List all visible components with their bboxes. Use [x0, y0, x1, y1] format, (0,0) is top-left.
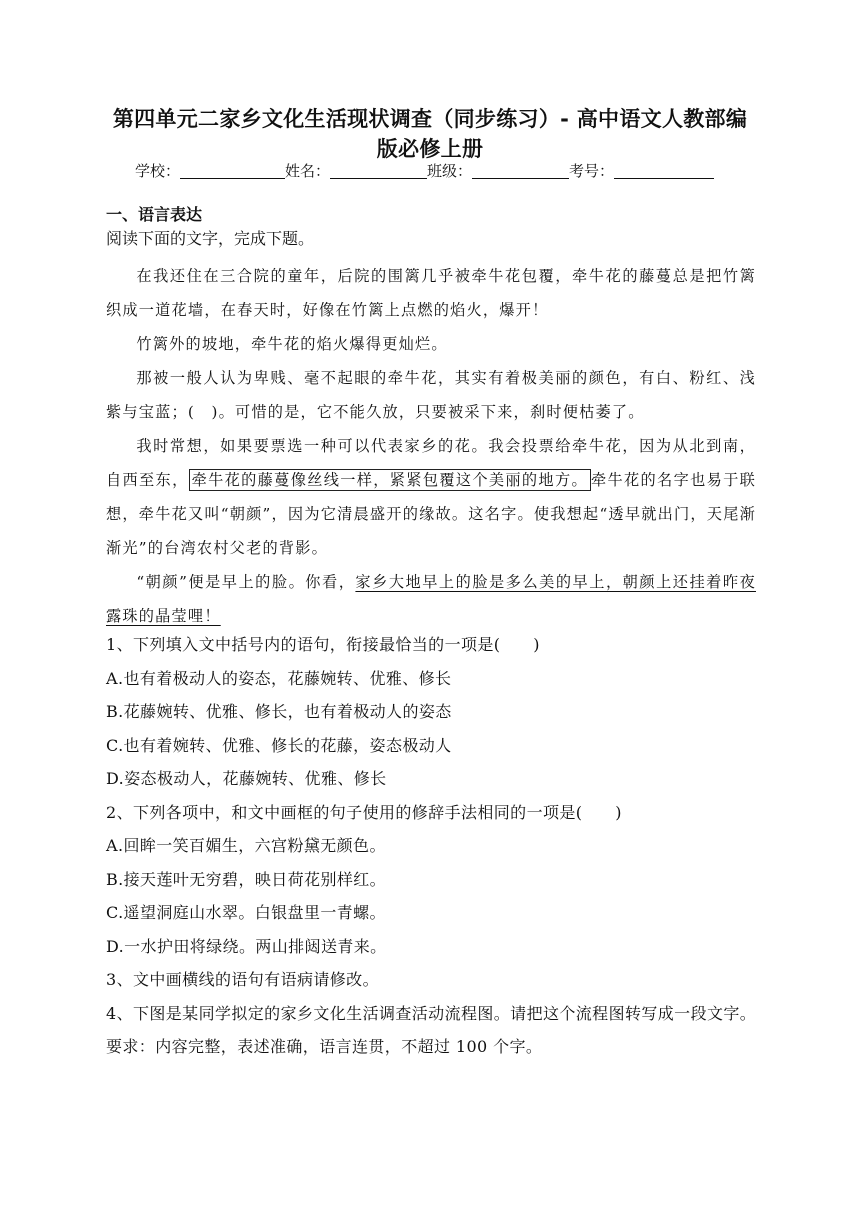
- underlined-sentence: 家乡大地早上的脸是多么美的早上，朝颜上还挂着昨夜露珠的晶莹哩！: [106, 573, 756, 625]
- passage-paragraph-4: [106, 429, 756, 565]
- question-2-option-c: C.遥望洞庭山水翠。白银盘里一青螺。: [106, 903, 386, 922]
- section-heading: 一、语言表达: [106, 205, 203, 224]
- p5-before: “朝颜”便是早上的脸。你看，: [136, 573, 356, 591]
- school-blank[interactable]: [180, 162, 285, 179]
- passage-paragraph-1: 在我还住在三合院的童年，后院的围篱几乎被牵牛花包覆，牵牛花的藤蔓总是把竹篱织成一道花墙，在春天时，好像在竹篱上点燃的焰火，爆开！: [106, 267, 756, 319]
- school-label: 学校：: [135, 162, 181, 180]
- name-label: 姓名：: [285, 162, 331, 180]
- question-2-option-b: B.接天莲叶无穷碧，映日荷花别样红。: [106, 869, 387, 889]
- question-2: 2、下列各项中，和文中画框的句子使用的修辞手法相同的一项是( ): [106, 802, 622, 822]
- passage-paragraph-2: 竹篱外的坡地，牵牛花的焰火爆得更灿烂。: [136, 335, 448, 353]
- class-label: 班级：: [427, 162, 473, 180]
- p4-before: 我时常想，如果要票选一种可以代表家乡的花。我会投票给牵牛花，因为从北到南，自西至东，: [106, 437, 756, 489]
- question-1-option-b: B.花藤婉转、优雅、修长，也有着极动人的姿态: [106, 702, 452, 721]
- title-line-2: 版必修上册: [376, 137, 484, 161]
- reading-passage: [106, 259, 756, 633]
- question-1-option-d: D.姿态极动人，花藤婉转、优雅、修长: [106, 769, 387, 788]
- question-1: 1、下列填入文中括号内的语句，衔接最恰当的一项是( ): [106, 635, 540, 654]
- questions-list: [106, 628, 766, 1064]
- question-1-option-c: C.也有着婉转、优雅、修长的花藤，姿态极动人: [106, 735, 452, 755]
- instruction-text: 阅读下面的文字，完成下题。: [106, 229, 315, 248]
- p4-after: 牵牛花的名字也易于联想，牵牛花又叫“朝颜”，因为它清晨盛开的缘故。这名字。使我想起“透早就出门，天尾渐渐光”的台湾农村父老的背影。: [106, 471, 757, 557]
- student-info-line: [135, 160, 714, 181]
- boxed-sentence: 牵牛花的藤蔓像丝线一样，紧紧包覆这个美丽的地方。: [189, 469, 591, 491]
- name-blank[interactable]: [330, 162, 427, 179]
- question-3: 3、文中画横线的语句有语病请修改。: [106, 970, 379, 989]
- passage-paragraph-5: [106, 565, 756, 633]
- exam-no-blank[interactable]: [614, 162, 714, 179]
- question-2-option-d: D.一水护田将绿绕。两山排闼送青来。: [106, 936, 387, 956]
- title-line-1: 第四单元二家乡文化生活现状调查（同步练习）- 高中语文人教部编: [112, 107, 748, 131]
- question-2-option-a: A.回眸一笑百媚生，六宫粉黛无颜色。: [106, 836, 386, 855]
- document-title: [100, 104, 760, 164]
- question-1-option-a: A.也有着极动人的姿态，花藤婉转、优雅、修长: [106, 668, 452, 688]
- exam-no-label: 考号：: [569, 162, 615, 180]
- class-blank[interactable]: [472, 162, 569, 179]
- question-4: 4、下图是某同学拟定的家乡文化生活调查活动流程图。请把这个流程图转写成一段文字。要求：内容完整，表述准确，语言连贯，不超过 100 个字。: [106, 1003, 757, 1056]
- passage-paragraph-3: 那被一般人认为卑贱、毫不起眼的牵牛花，其实有着极美丽的颜色，有白、粉红、浅紫与宝蓝；( )。可惜的是，它不能久放，只要被采下来，刹时便枯萎了。: [106, 369, 756, 421]
